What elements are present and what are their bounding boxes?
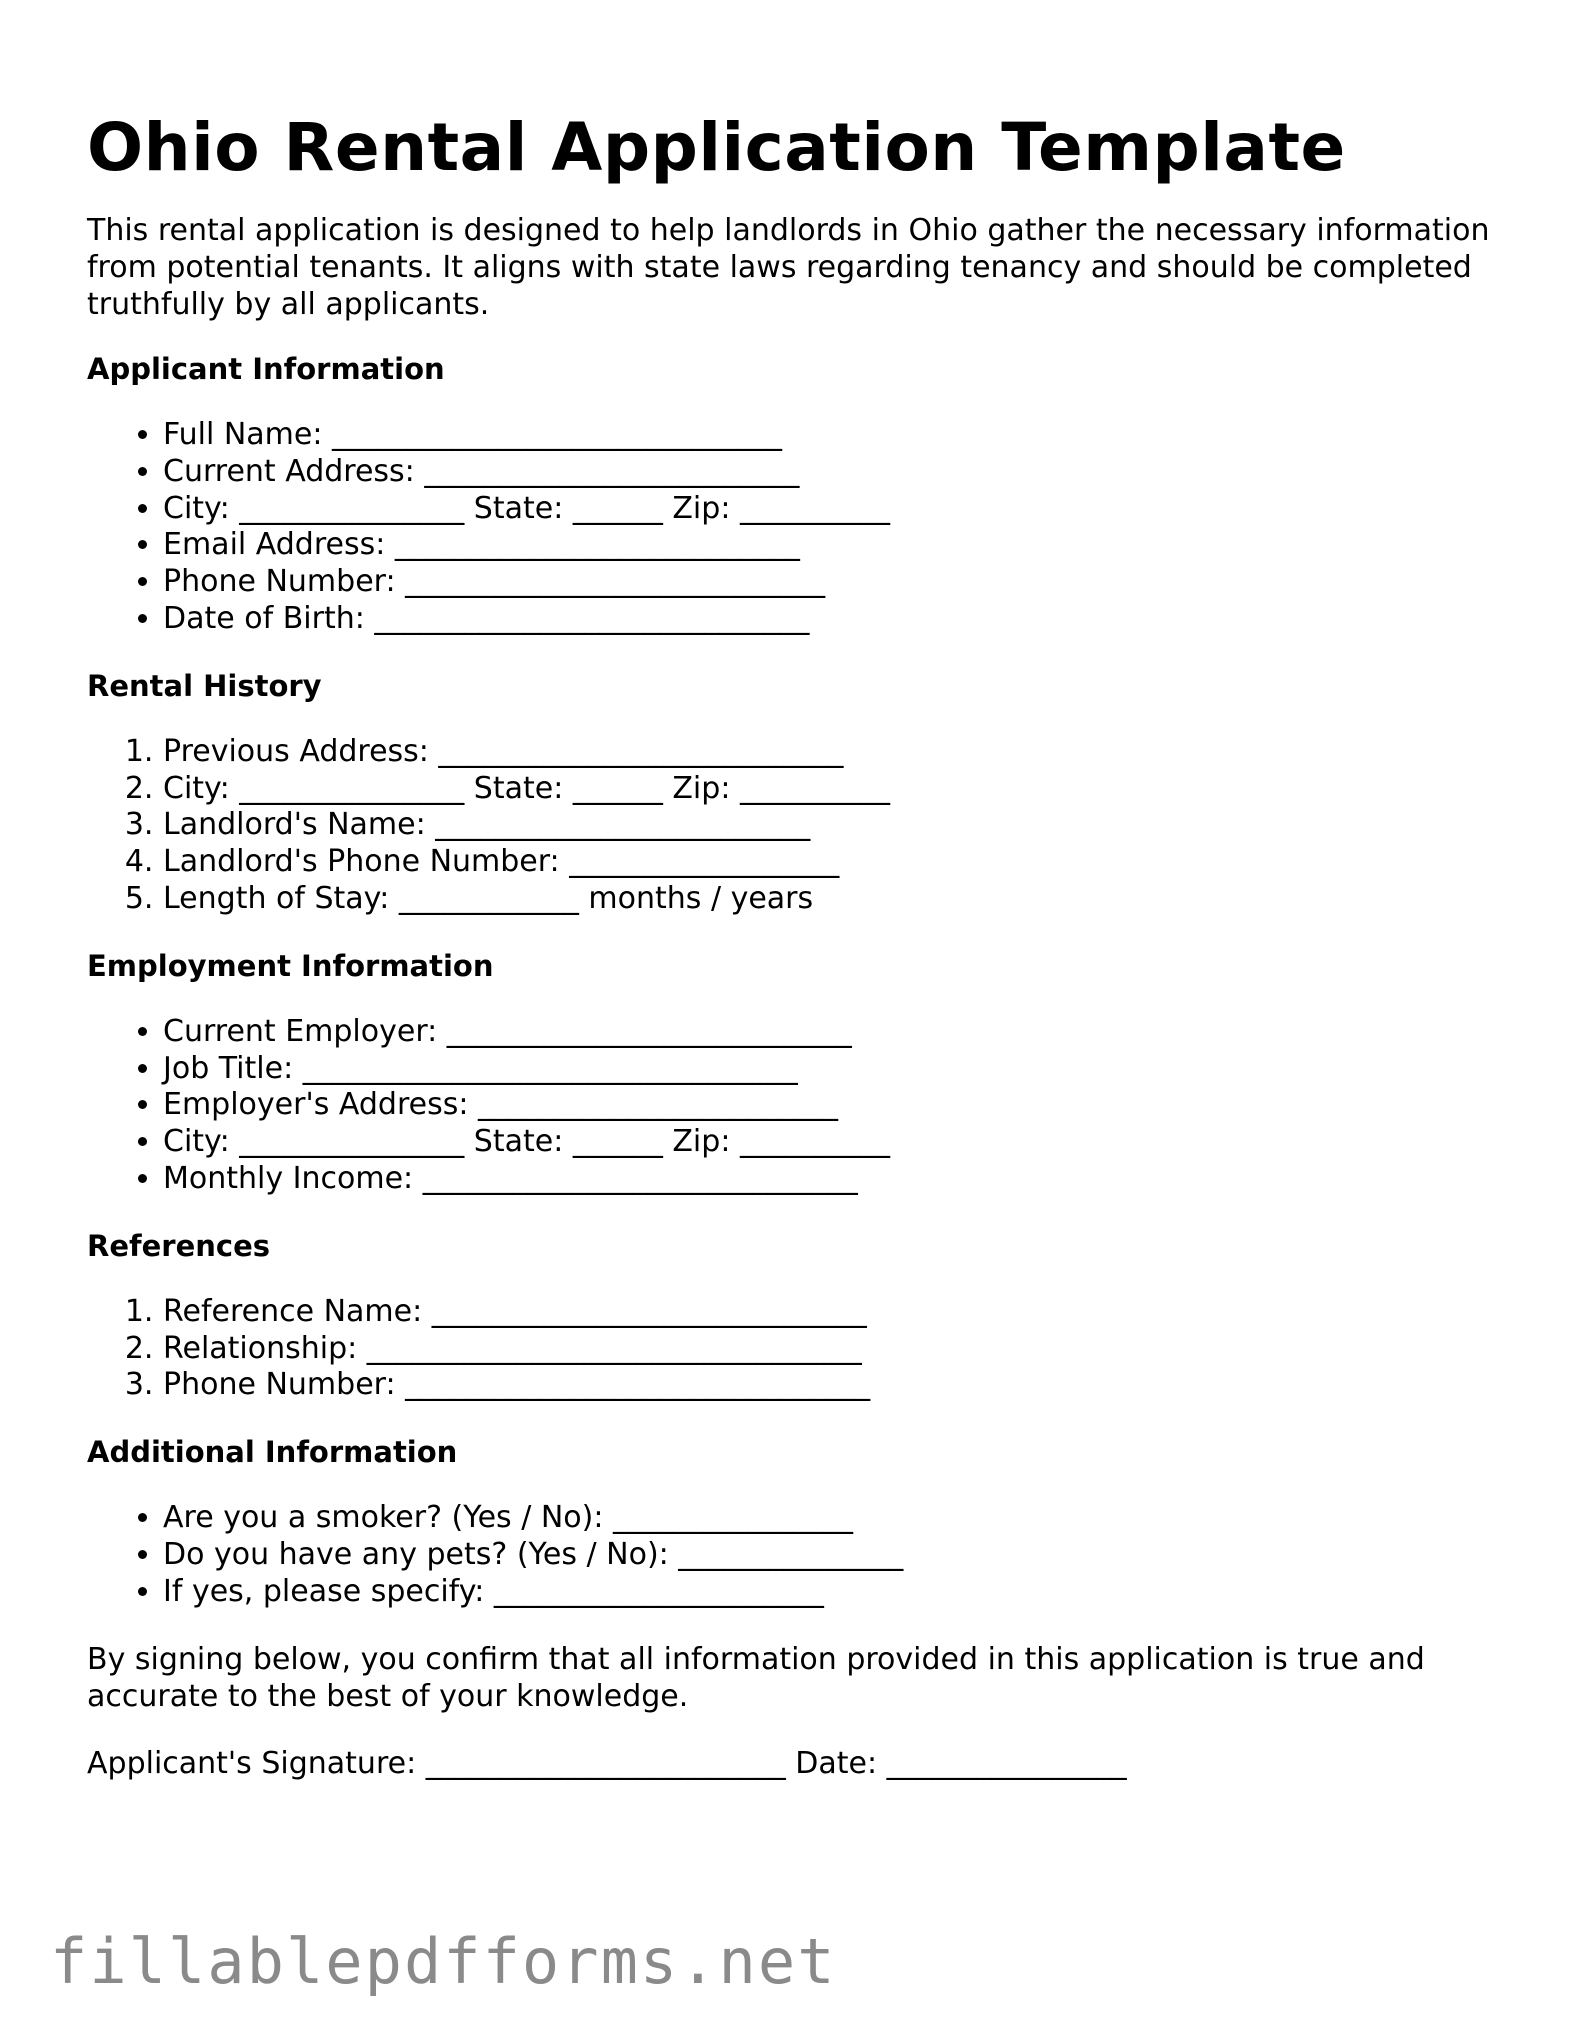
list-item: 1. Reference Name: _____________________________ [163,1294,1507,1331]
list-item: 3. Landlord's Name: _________________________ [163,807,1507,844]
employment-info-list [87,1014,1507,1198]
list-item: • Employer's Address: ________________________ [163,1087,1507,1124]
intro-paragraph: This rental application is designed to help landlords in Ohio gather the necessary information from potential tenants. It aligns with state laws regarding tenancy and should be completed truthfully by all applicants. [87,213,1490,322]
additional-info-list [87,1500,1507,1610]
list-item: • Job Title: _________________________________ [163,1051,1507,1088]
page-title: Ohio Rental Application Template [87,109,1346,186]
section-heading-references: References [87,1228,271,1263]
list-item: • Phone Number: ____________________________ [163,564,1507,601]
section-heading-applicant: Applicant Information [87,352,445,386]
list-item: • City: _______________ State: ______ Zip: __________ [163,491,1507,528]
list-item: • Email Address: ___________________________ [163,527,1507,564]
closing-statement: By signing below, you confirm that all information provided in this application is true and accurate to the best of your knowledge. [87,1641,1425,1714]
document-page [87,108,1507,1782]
rental-history-list [87,734,1507,918]
list-item: • City: _______________ State: ______ Zip: __________ [163,1124,1507,1161]
list-item: • Are you a smoker? (Yes / No): ________________ [163,1500,1507,1537]
list-item: 2. Relationship: _________________________________ [163,1331,1507,1368]
list-item: 1. Previous Address: ___________________________ [163,734,1507,771]
list-item: 5. Length of Stay: ____________ months / years [163,881,1507,918]
list-item: • Current Address: _________________________ [163,454,1507,491]
references-list [87,1294,1507,1404]
section-heading-rental-history: Rental History [87,668,322,703]
list-item: 2. City: _______________ State: ______ Zip: __________ [163,771,1507,808]
list-item: • Monthly Income: _____________________________ [163,1161,1507,1198]
applicant-info-list [87,417,1507,638]
list-item: • Current Employer: ___________________________ [163,1014,1507,1051]
signature-line: Applicant's Signature: ________________________ Date: ________________ [87,1745,1127,1781]
list-item: • Full Name: ______________________________ [163,417,1507,454]
section-heading-employment: Employment Information [87,948,494,983]
list-item: 4. Landlord's Phone Number: __________________ [163,844,1507,881]
list-item: • If yes, please specify: ______________________ [163,1574,1507,1611]
list-item: • Do you have any pets? (Yes / No): _______________ [163,1537,1507,1574]
list-item: • Date of Birth: _____________________________ [163,601,1507,638]
watermark-text: fillablepdfforms.net [50,1925,837,1998]
list-item: 3. Phone Number: _______________________________ [163,1367,1507,1404]
section-heading-additional: Additional Information [87,1435,458,1470]
